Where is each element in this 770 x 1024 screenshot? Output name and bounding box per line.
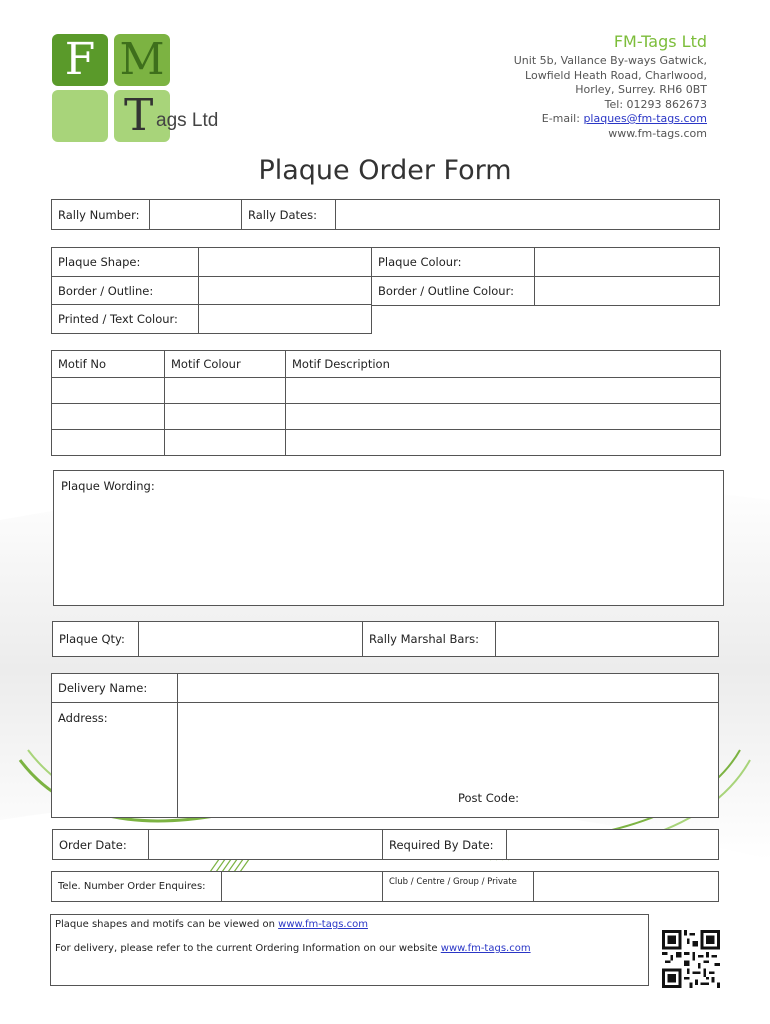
- rally-number-label: Rally Number:: [52, 200, 150, 230]
- club-label: Club / Centre / Group / Private: [383, 872, 534, 902]
- tele-field[interactable]: [222, 872, 383, 902]
- rally-dates-field[interactable]: [336, 200, 720, 230]
- info-notes: [50, 914, 649, 986]
- logo-letter-f: F: [64, 34, 96, 85]
- note-line-1-text: Plaque shapes and motifs can be viewed on: [55, 919, 279, 930]
- order-date-table: [52, 829, 719, 860]
- company-tel: Tel: 01293 862673: [604, 97, 707, 111]
- address-field[interactable]: [178, 703, 719, 818]
- company-name: FM-Tags Ltd: [613, 32, 707, 51]
- rally-dates-label: Rally Dates:: [242, 200, 336, 230]
- club-field[interactable]: [534, 872, 719, 902]
- plaque-wording-label: Plaque Wording:: [61, 479, 155, 493]
- qr-code-icon: [660, 930, 722, 988]
- email-prefix: E-mail:: [541, 112, 584, 125]
- plaque-qty-label: Plaque Qty:: [53, 622, 139, 657]
- rally-table: [51, 199, 720, 230]
- plaque-shape-label: Plaque Shape:: [52, 248, 199, 277]
- note-line-1: [55, 919, 368, 930]
- logo-suffix: ags Ltd: [156, 110, 219, 131]
- motif-colour-header: Motif Colour: [165, 351, 286, 378]
- note-line-2: [55, 943, 531, 954]
- plaque-details-table: [51, 247, 720, 306]
- postcode-label: Post Code:: [458, 791, 520, 805]
- plaque-colour-label: Plaque Colour:: [372, 248, 535, 277]
- delivery-name-label: Delivery Name:: [52, 674, 178, 703]
- motif-description-field[interactable]: [286, 378, 721, 404]
- plaque-wording-field[interactable]: [53, 470, 724, 606]
- text-colour-label: Printed / Text Colour:: [52, 305, 199, 334]
- text-colour-field[interactable]: [199, 305, 372, 334]
- text-colour-table: [51, 304, 372, 334]
- contact-table: [51, 871, 719, 902]
- order-date-label: Order Date:: [53, 830, 149, 860]
- table-row: [52, 378, 721, 404]
- delivery-name-field[interactable]: [178, 674, 719, 703]
- border-colour-label: Border / Outline Colour:: [372, 277, 535, 306]
- address-line-3: Horley, Surrey. RH6 0BT: [575, 83, 707, 96]
- required-date-label: Required By Date:: [383, 830, 507, 860]
- table-row: [52, 404, 721, 430]
- plaque-colour-field[interactable]: [535, 248, 720, 277]
- border-outline-field[interactable]: [199, 277, 372, 306]
- address-label: Address:: [52, 703, 178, 818]
- order-date-field[interactable]: [149, 830, 383, 860]
- motif-no-field[interactable]: [52, 404, 165, 430]
- email-link[interactable]: plaques@fm-tags.com: [583, 112, 707, 125]
- logo-square-blank: [52, 90, 108, 142]
- website-link-2[interactable]: www.fm-tags.com: [440, 943, 531, 954]
- website-link-1[interactable]: www.fm-tags.com: [278, 919, 368, 930]
- plaque-qty-field[interactable]: [139, 622, 363, 657]
- address-line-2: Lowfield Heath Road, Charlwood,: [525, 68, 707, 82]
- tele-label: Tele. Number Order Enquires:: [52, 872, 222, 902]
- logo-letter-m: M: [119, 34, 165, 85]
- company-website[interactable]: www.fm-tags.com: [608, 126, 707, 140]
- table-row: [52, 430, 721, 456]
- motif-no-field[interactable]: [52, 430, 165, 456]
- motif-table: [51, 350, 721, 456]
- plaque-shape-field[interactable]: [199, 248, 372, 277]
- company-logo: [50, 34, 240, 140]
- motif-description-field[interactable]: [286, 404, 721, 430]
- motif-description-field[interactable]: [286, 430, 721, 456]
- address-line-1: Unit 5b, Vallance By-ways Gatwick,: [513, 54, 707, 67]
- logo-square-f: [52, 34, 108, 86]
- company-email-line: [514, 112, 707, 127]
- delivery-table: [51, 673, 719, 818]
- page-title: Plaque Order Form: [258, 155, 512, 186]
- note-line-2-text: For delivery, please refer to the current Ordering Information on our website: [55, 943, 441, 954]
- border-colour-field[interactable]: [535, 277, 720, 306]
- qty-table: [52, 621, 719, 657]
- logo-square-m: [114, 34, 170, 86]
- rally-number-field[interactable]: [150, 200, 242, 230]
- marshal-bars-field[interactable]: [496, 622, 719, 657]
- required-date-field[interactable]: [507, 830, 719, 860]
- marshal-bars-label: Rally Marshal Bars:: [363, 622, 496, 657]
- motif-colour-field[interactable]: [165, 404, 286, 430]
- motif-colour-field[interactable]: [165, 430, 286, 456]
- border-outline-label: Border / Outline:: [52, 277, 199, 306]
- motif-description-header: Motif Description: [286, 351, 721, 378]
- motif-no-field[interactable]: [52, 378, 165, 404]
- company-info: [514, 32, 707, 141]
- motif-no-header: Motif No: [52, 351, 165, 378]
- logo-letter-t: T: [124, 90, 154, 141]
- motif-colour-field[interactable]: [165, 378, 286, 404]
